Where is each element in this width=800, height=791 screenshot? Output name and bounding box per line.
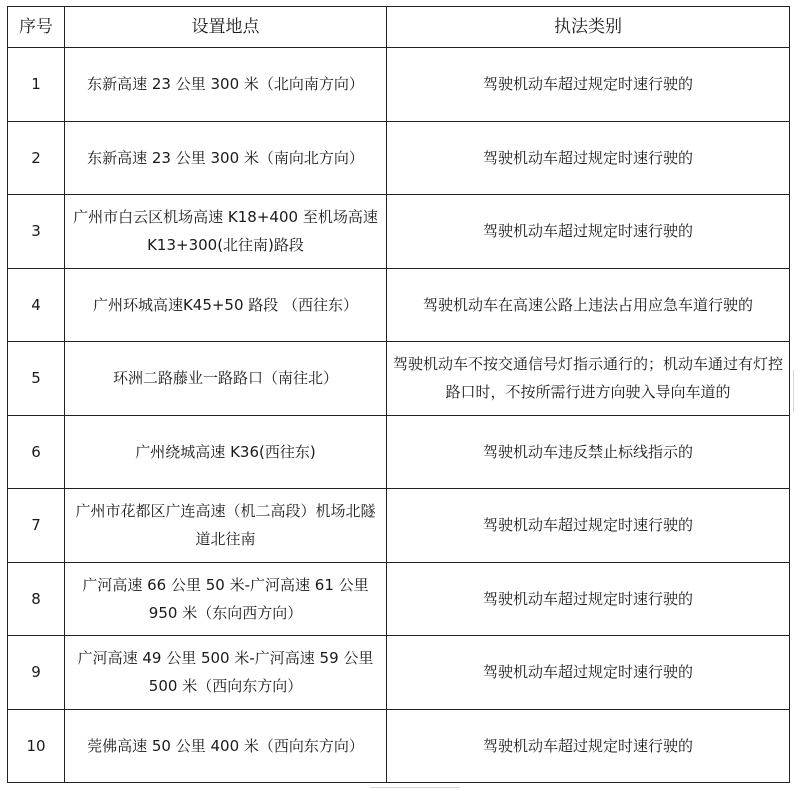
table-row bbox=[8, 415, 790, 489]
row-location: 广河高速 66 公里 50 米-广河高速 61 公里 950 米（东向西方向） bbox=[65, 562, 387, 636]
row-index: 2 bbox=[8, 121, 65, 195]
row-index: 3 bbox=[8, 195, 65, 269]
table-row bbox=[8, 562, 790, 636]
header-enforcement-type: 执法类别 bbox=[387, 7, 790, 48]
table-row bbox=[8, 268, 790, 342]
row-location: 东新高速 23 公里 300 米（南向北方向） bbox=[65, 121, 387, 195]
table-row bbox=[8, 709, 790, 783]
page-edge-marker bbox=[793, 370, 800, 412]
row-index: 6 bbox=[8, 415, 65, 489]
table-row bbox=[8, 121, 790, 195]
row-index: 8 bbox=[8, 562, 65, 636]
row-index: 7 bbox=[8, 489, 65, 563]
row-location: 广州市花都区广连高速（机二高段）机场北隧道北往南 bbox=[65, 489, 387, 563]
row-index: 1 bbox=[8, 48, 65, 122]
row-enforcement-type: 驾驶机动车超过规定时速行驶的 bbox=[387, 195, 790, 269]
header-location: 设置地点 bbox=[65, 7, 387, 48]
row-location: 广河高速 49 公里 500 米-广河高速 59 公里 500 米（西向东方向） bbox=[65, 636, 387, 710]
enforcement-table bbox=[7, 6, 790, 783]
header-row bbox=[8, 7, 790, 48]
header-index: 序号 bbox=[8, 7, 65, 48]
row-index: 5 bbox=[8, 342, 65, 416]
row-enforcement-type: 驾驶机动车违反禁止标线指示的 bbox=[387, 415, 790, 489]
row-enforcement-type: 驾驶机动车不按交通信号灯指示通行的；机动车通过有灯控路口时，不按所需行进方向驶入导向车道的 bbox=[387, 342, 790, 416]
row-enforcement-type: 驾驶机动车超过规定时速行驶的 bbox=[387, 48, 790, 122]
table-row bbox=[8, 48, 790, 122]
row-enforcement-type: 驾驶机动车超过规定时速行驶的 bbox=[387, 121, 790, 195]
row-location: 环洲二路藤业一路路口（南往北） bbox=[65, 342, 387, 416]
row-location: 广州市白云区机场高速 K18+400 至机场高速 K13+300(北往南)路段 bbox=[65, 195, 387, 269]
table-row bbox=[8, 489, 790, 563]
table-row bbox=[8, 195, 790, 269]
page-bottom-marker bbox=[370, 787, 460, 791]
row-location: 莞佛高速 50 公里 400 米（西向东方向） bbox=[65, 709, 387, 783]
row-index: 4 bbox=[8, 268, 65, 342]
row-index: 9 bbox=[8, 636, 65, 710]
row-enforcement-type: 驾驶机动车超过规定时速行驶的 bbox=[387, 709, 790, 783]
table-row bbox=[8, 342, 790, 416]
row-enforcement-type: 驾驶机动车在高速公路上违法占用应急车道行驶的 bbox=[387, 268, 790, 342]
row-enforcement-type: 驾驶机动车超过规定时速行驶的 bbox=[387, 489, 790, 563]
row-location: 东新高速 23 公里 300 米（北向南方向） bbox=[65, 48, 387, 122]
row-location: 广州绕城高速 K36(西往东) bbox=[65, 415, 387, 489]
row-enforcement-type: 驾驶机动车超过规定时速行驶的 bbox=[387, 636, 790, 710]
row-location: 广州环城高速K45+50 路段 （西往东） bbox=[65, 268, 387, 342]
row-index: 10 bbox=[8, 709, 65, 783]
table-row bbox=[8, 636, 790, 710]
row-enforcement-type: 驾驶机动车超过规定时速行驶的 bbox=[387, 562, 790, 636]
